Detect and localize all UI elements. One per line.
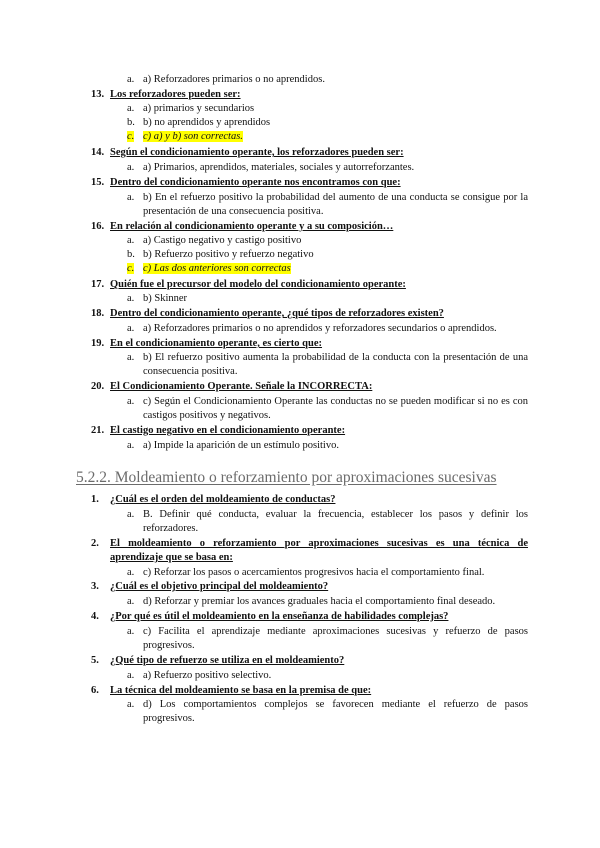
question <box>91 537 528 565</box>
option-letter: a. <box>127 567 135 578</box>
answer-option-highlighted <box>127 262 528 276</box>
answer-option <box>127 234 528 248</box>
option-letter: a. <box>127 74 135 85</box>
question <box>91 493 528 507</box>
answer-option <box>127 248 528 262</box>
option-letter: a. <box>127 509 135 520</box>
option-text: B. Definir qué conducta, evaluar la frecuencia, establecer los pasos y definir los reforzadores. <box>143 509 528 534</box>
option-letter: a. <box>127 192 135 203</box>
option-text: a) Impide la aparición de un estímulo positivo. <box>143 440 339 451</box>
question-text: El castigo negativo en el condicionamiento operante: <box>110 425 346 436</box>
option-text: a) Refuerzo positivo selectivo. <box>143 670 272 681</box>
option-text: b) En el refuerzo positivo la probabilidad del aumento de una conducta se consigue por la presentación de una consecuencia positiva. <box>143 192 528 217</box>
option-text: a) Castigo negativo y castigo positivo <box>143 235 302 246</box>
answer-option <box>127 73 528 87</box>
answer-option <box>127 439 528 453</box>
option-text-wrapper <box>127 130 528 144</box>
section-heading: 5.2.2. Moldeamiento o reforzamiento por aproximaciones sucesivas <box>76 469 497 486</box>
question-text: Los reforzadores pueden ser: <box>110 89 241 100</box>
option-text: b) Refuerzo positivo y refuerzo negativo <box>143 249 314 260</box>
option-letter-text: c. <box>127 263 135 274</box>
option-letter: a. <box>127 235 135 246</box>
question-text: En el condicionamiento operante, es cierto que: <box>110 338 323 349</box>
option-letter: a. <box>127 626 135 637</box>
question-text: Según el condicionamiento operante, los reforzadores pueden ser: <box>110 147 404 158</box>
question-number: 2. <box>91 538 99 549</box>
option-letter: a. <box>127 352 135 363</box>
option-text: a) primarios y secundarios <box>143 103 255 114</box>
option-letter: a. <box>127 323 135 334</box>
question-number: 16. <box>91 221 105 232</box>
question <box>91 424 528 438</box>
option-text: a) Reforzadores primarios o no aprendidos y reforzadores secundarios o aprendidos. <box>143 323 497 334</box>
question <box>91 176 528 190</box>
question-text: La técnica del moldeamiento se basa en la premisa de que: <box>110 685 372 696</box>
question-text: En relación al condicionamiento operante y a su composición… <box>110 221 394 232</box>
answer-option <box>127 698 528 726</box>
question <box>91 337 528 351</box>
question <box>91 380 528 394</box>
question-text: ¿Por qué es útil el moldeamiento en la enseñanza de habilidades complejas? <box>110 611 449 622</box>
question-number: 13. <box>91 89 105 100</box>
option-letter: a. <box>127 596 135 607</box>
question <box>91 580 528 594</box>
answer-option <box>127 508 528 536</box>
question-number: 14. <box>91 147 105 158</box>
question <box>91 684 528 698</box>
option-text-wrapper <box>127 262 528 276</box>
option-text: c) Facilita el aprendizaje mediante aproximaciones sucesivas y refuerzo de pasos progresivos. <box>143 626 528 651</box>
answer-option <box>127 292 528 306</box>
question <box>91 146 528 160</box>
option-text: b) Skinner <box>143 293 188 304</box>
answer-option <box>127 669 528 683</box>
answer-option <box>127 625 528 653</box>
question-number: 1. <box>91 494 99 505</box>
answer-option <box>127 351 528 379</box>
option-text: a) Primarios, aprendidos, materiales, sociales y autorreforzantes. <box>143 162 415 173</box>
option-text: d) Los comportamientos complejos se favorecen mediante el refuerzo de pasos progresivos. <box>143 699 528 724</box>
option-letter: a. <box>127 440 135 451</box>
option-text: c) Según el Condicionamiento Operante las conductas no se pueden modificar si no es con castigos positivos y negativos. <box>143 396 528 421</box>
option-letter: a. <box>127 396 135 407</box>
question-text: Quién fue el precursor del modelo del condicionamiento operante: <box>110 279 406 290</box>
option-letter: b. <box>127 117 135 128</box>
option-text: c) Reforzar los pasos o acercamientos progresivos hacia el comportamiento final. <box>143 567 485 578</box>
option-letter: a. <box>127 103 135 114</box>
question-number: 6. <box>91 685 99 696</box>
answer-option <box>127 595 528 609</box>
question-text: Dentro del condicionamiento operante, ¿qué tipos de reforzadores existen? <box>110 308 444 319</box>
answer-option <box>127 116 528 130</box>
option-text: b) El refuerzo positivo aumenta la probabilidad de la conducta con la presentación de una consecuencia positiva. <box>143 352 528 377</box>
option-letter-text: c. <box>127 131 135 142</box>
question-number: 21. <box>91 425 105 436</box>
answer-option <box>127 161 528 175</box>
option-letter: b. <box>127 249 135 260</box>
question-number: 4. <box>91 611 99 622</box>
question <box>91 307 528 321</box>
option-letter: a. <box>127 699 135 710</box>
question-text: El Condicionamiento Operante. Señale la INCORRECTA: <box>110 381 373 392</box>
option-letter: a. <box>127 293 135 304</box>
question-number: 15. <box>91 177 105 188</box>
answer-option-highlighted <box>127 130 528 144</box>
option-text: b) no aprendidos y aprendidos <box>143 117 271 128</box>
question-number: 3. <box>91 581 99 592</box>
answer-option <box>127 566 528 580</box>
question-number: 18. <box>91 308 105 319</box>
question-number: 17. <box>91 279 105 290</box>
question-text: ¿Cuál es el orden del moldeamiento de conductas? <box>110 494 336 505</box>
answer-option <box>127 395 528 423</box>
question <box>91 220 528 234</box>
answer-option <box>127 322 528 336</box>
question-number: 5. <box>91 655 99 666</box>
question-text: Dentro del condicionamiento operante nos encontramos con que: <box>110 177 401 188</box>
option-text: a) Reforzadores primarios o no aprendidos. <box>143 74 325 85</box>
question <box>91 610 528 624</box>
question <box>91 88 528 102</box>
option-letter <box>127 262 143 276</box>
option-text: c) a) y b) son correctas. <box>143 131 243 142</box>
option-letter: a. <box>127 670 135 681</box>
option-letter <box>127 130 143 144</box>
question <box>91 654 528 668</box>
option-letter: a. <box>127 162 135 173</box>
question-text: ¿Cuál es el objetivo principal del moldeamiento? <box>110 581 329 592</box>
answer-option <box>127 102 528 116</box>
question <box>91 278 528 292</box>
question-text: El moldeamiento o reforzamiento por aproximaciones sucesivas es una técnica de aprendizaje que se basa en: <box>110 538 528 563</box>
question-number: 19. <box>91 338 105 349</box>
question-number: 20. <box>91 381 105 392</box>
answer-option <box>127 191 528 219</box>
option-text: c) Las dos anteriores son correctas <box>143 263 291 274</box>
option-text: d) Reforzar y premiar los avances graduales hacia el comportamiento final deseado. <box>143 596 496 607</box>
question-text: ¿Qué tipo de refuerzo se utiliza en el moldeamiento? <box>110 655 345 666</box>
